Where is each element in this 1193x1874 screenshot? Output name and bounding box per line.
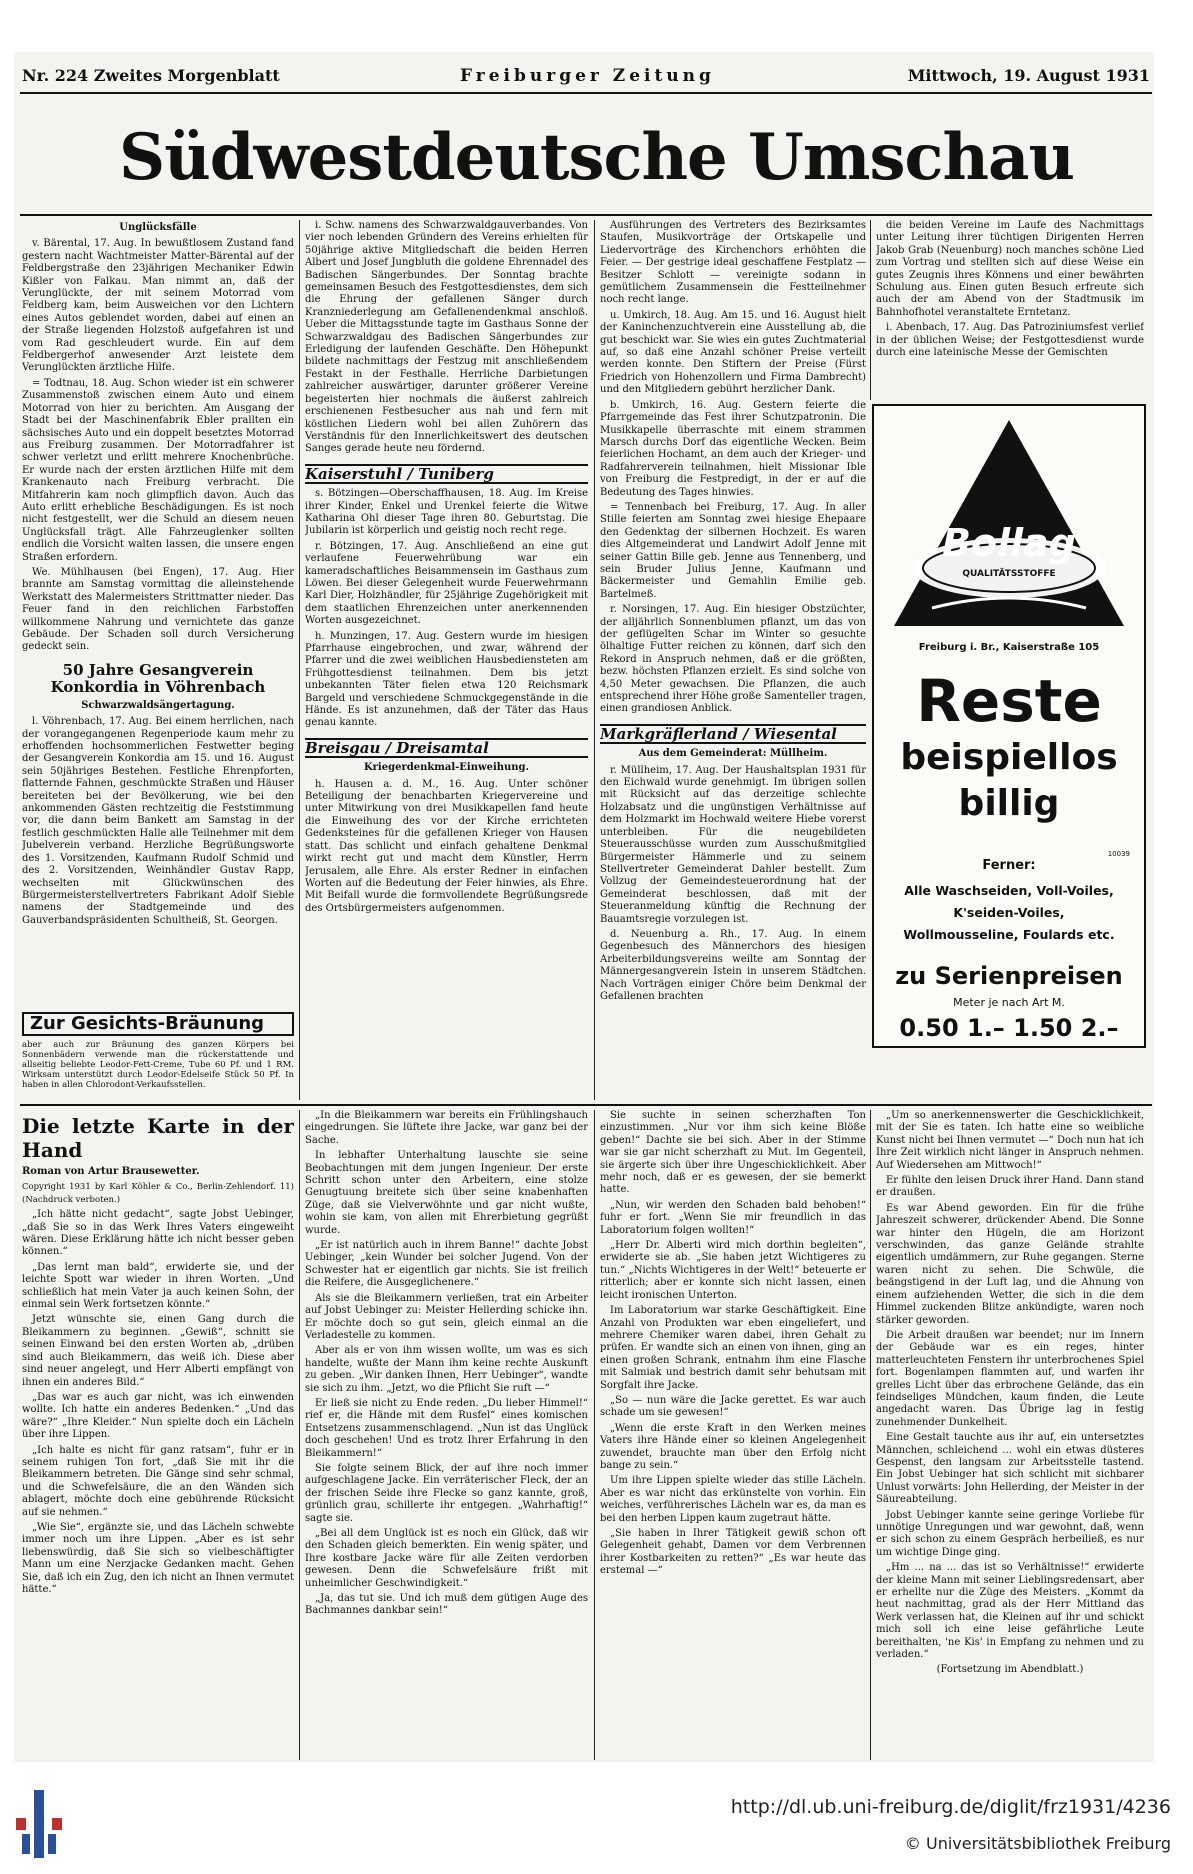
ad-headline-beispiellos: beispiellos [900, 737, 1118, 778]
issue-date: Mittwoch, 19. August 1931 [907, 66, 1150, 85]
ad-gesichtsbraeunung [22, 1004, 294, 1100]
serial-author: Roman von Artur Brausewetter. [22, 1166, 200, 1177]
region-heading: Markgräflerland / Wiesental [600, 724, 866, 744]
article-paragraph: = Tennenbach bei Freiburg, 17. Aug. In aller Stille feierten am Sonntag zwei hiesige Ehepaare den Gedenktag der silbernen Hochzeit. Es waren dies Altgemeinderat und Landwirt Adolf Jenne mit seiner Gattin Bille geb. Jenne aus Tennenberg, und sein Bruder Julius Jenne, Kaufmann und Bäckermeister und Gemahlin Emilie geb. Bartelmeß. [600, 501, 866, 600]
column-divider [870, 1110, 871, 1760]
ad-code: 10039 [1107, 850, 1130, 858]
serial-paragraph: Jetzt wünschte sie, einen Gang durch die Bleikammern zu beginnen. „Gewiß“, schnitt sie seinen Einwand bei den ersten Worten ab, „drüben sind auch Bleikammern, das weiß ich. Diese aber sind neuer angelegt, und Herr Alberti empfängt von ihnen ein anderes Bild.“ [22, 1314, 294, 1388]
article-paragraph: b. Umkirch, 16. Aug. Gestern feierte die Pfarrgemeinde das Fest ihrer Schutzpatronin. Die Musikkapelle überraschte mit einem strammen Marsch durchs Dorf das eigentliche Wecken. Beim feierlichen Hochamt, an dem auch der Krieger- und Radfahrerverein teilnahmen, hielt Missionar Ible von Freiburg die Festpredigt, in der er auf die Bedeutung des Tages hinwies. [600, 399, 866, 498]
serial-paragraph: „Sie haben in Ihrer Tätigkeit gewiß schon oft Gelegenheit gehabt, Damen vor dem Verbrennen ihrer Kostbarkeiten zu retten?“ „Es war heute das erstemal —“ [600, 1528, 866, 1577]
article-subheadline: Aus dem Gemeinderat: Müllheim. [638, 748, 828, 760]
serial-paragraph: „Wie Sie“, ergänzte sie, und das Lächeln schwebte immer noch um ihre Lippen. „Aber es ist sehr liebenswürdig, daß Sie sich so vielbeschäftigter Mann um eine Nerzjacke Gedanken macht. Gehen Sie, daß ich ein Zug, den ich nicht an Ihnen vermutet hätte.“ [22, 1521, 294, 1595]
column-divider [299, 1110, 300, 1760]
column-4 [876, 220, 1144, 398]
column-divider [594, 220, 595, 1100]
article-paragraph: i. Abenbach, 17. Aug. Das Patroziniumsfest verlief in der üblichen Weise; der Festgottesdienst wurde durch eine lateinische Messe der Gemischten [876, 322, 1144, 359]
serial-paragraph: „Ich halte es nicht für ganz ratsam“, fuhr er in seinem ruhigen Ton fort, „daß Sie mit ihr die Bleikammern betreten. Die Gänge sind sehr schmal, und die Schwefelsäure, die an den Wänden sich ablagert, möchte doch eine gebührende Rücksicht auf sie nehmen.“ [22, 1444, 294, 1518]
article-paragraph: r. Norsingen, 17. Aug. Ein hiesiger Obstzüchter, der alljährlich Sonnenblumen pflanzt, um das von der geflügelten Schar im Winter so gesuchte ölhaltige Futter reichen zu können, darf sich den Rekord in Anspruch nehmen, daß er die größten, bezw. höchsten Pflanzen erzielt. Es sind solche von 4,50 Meter gewachsen. Die Pflanzen, die auch entsprechend ihrer Höhe große Samenteller tragen, einen grandiosen Anblick. [600, 604, 866, 715]
serial-paragraph: „Ja, das tut sie. Und ich muß dem gütigen Auge des Bachmannes dankbar sein!“ [305, 1593, 588, 1617]
article-paragraph: h. Hausen a. d. M., 16. Aug. Unter schöner Beteiligung der benachbarten Kriegervereine und unter Mitwirkung von drei Musikkapellen fand heute die Einweihung des vor der Kirche errichteten Gedenksteines für die gefallenen Krieger von Hausen statt. Das schlicht und einfach gehaltene Denkmal wirkt recht gut und macht dem Künstler, Herrn Jerusalem, alle Ehre. Als erster Redner in einfachen Worten auf die Bedeutung der Feier hinwies, als Ehre. Mit Beifall wurde die formvollendete Begrüßungsrede des Ortsbürgermeisters aufgenommen. [305, 778, 588, 914]
newspaper-name: Freiburger Zeitung [460, 66, 715, 86]
serial-column-3 [600, 1110, 866, 1760]
serial-paragraph: „Er ist natürlich auch in ihrem Banne!“ dachte Jobst Uebinger, „kein Wunder bei solcher Jugend. Von der Schwester hat er eigentlich gar nichts. Sie ist freilich die Reifere, die Ausgeglichenere.“ [305, 1240, 588, 1289]
article-paragraph: v. Bärental, 17. Aug. In bewußtlosem Zustand fand gestern nacht Wachtmeister Matter-Bärental auf der Feldbergstraße den 23jährigen Mechaniker Edwin Kißler von Falkau. Man nimmt an, daß der Verunglückte, der mit seinem Motorrad vom Feldberg kam, beim Ausweichen vor den Lichtern eines Autos geblendet worden, dabei auf einen an der Straße liegenden Holzstoß aufgefahren ist und vom Rad geschleudert wurde. Ein auf dem Feldbergerhof anwesender Arzt leistete dem Verunglückten ärztliche Hilfe. [22, 238, 294, 374]
article-paragraph: l. Vöhrenbach, 17. Aug. Bei einem herrlichen, nach der vorangegangenen Regenperiode kaum mehr zu erhoffenden hochsommerlichen Festwetter beging der Gesangverein Konkordia am 15. und 16. August sein 50jähriges Bestehen. Festliche Ehrenpforten, flatternde Fahnen, geschmückte Straßen und Häuser bereiteten bei der Bevölkerung, wie bei den ankommenden Gästen rechtzeitig die Feststimmung vor, die dann beim Bankett am Samstag in der festlich geschmückten Halle alle Teilnehmer mit dem Jubelverein verband. Herzliche Begrüßungsworte des 1. Vorsitzenden, Kaufmann Rudolf Schmid und des 2. Vorsitzenden, Weinhändler Gustav Rapp, wechselten mit Glückwünschen des Bürgermeisterstellvertreters Fabrikant Adolf Sieble namens der Stadtgemeinde und des Gauverbandspräsidenten Schultheiß, St. Georgen. [22, 716, 294, 926]
serial-paragraph: Aber als er von ihm wissen wollte, um was es sich handelte, wußte der Mann ihm keine rechte Auskunft zu geben. „Wir danken Ihnen, Herr Uebinger“, wandte sie sich zu ihm. „Jetzt, wo die Pflicht Sie ruft —“ [305, 1345, 588, 1394]
article-paragraph: s. Bötzingen—Oberschaffhausen, 18. Aug. Im Kreise ihrer Kinder, Enkel und Urenkel feierte die Witwe Katharina Ohl dieser Tage ihren 80. Geburtstag. Die Jubilarin ist körperlich und geistig noch recht rege. [305, 488, 588, 537]
ad-address: Freiburg i. Br., Kaiserstraße 105 [918, 642, 1100, 653]
university-library-logo [14, 1788, 64, 1860]
serial-paragraph: Im Laboratorium war starke Geschäftigkeit. Eine Anzahl von Produkten war eben eingeliefert, und mehrere Chemiker waren dabei, ihren Gehalt zu prüfen. Er wandte sich an einen von ihnen, ging an einen großen Schrank, entnahm ihm eine Flasche mit Salmiak und bestrich damit sehr behutsam mit Sorgfalt ihre Jacke. [600, 1305, 866, 1391]
feuilleton-rule [20, 1104, 1152, 1106]
serial-paragraph: Als sie die Bleikammern verließen, trat ein Arbeiter auf Jobst Uebinger zu: Meister Hellerding schicke ihn. Er möchte doch so gut sein, gleich einmal an die Verladestelle zu kommen. [305, 1292, 588, 1341]
article-paragraph: = Todtnau, 18. Aug. Schon wieder ist ein schwerer Zusammenstoß zwischen einem Auto und einem Motorrad von hier zu berichten. Am Ausgang der Stadt bei der Maschinenfabrik Ebler prallten ein sächsisches Auto und ein doppelt besetztes Motorrad aus Freiburg zusammen. Der Motorradfahrer ist schwer verletzt und erlitt mehrere Knochenbrüche. Er wurde nach der ersten ärztlichen Hilfe mit dem Krankenauto nach Freiburg verbracht. Die Mitfahrerin kam noch glimpflich davon. Auch das Auto erlitt erhebliche Beschädigungen. Es ist noch nicht festgestellt, wer die Schuld an diesem neuen Unglücksfall trägt. Alle Fahrzeuglenker sollten endlich die Vorsicht walten lassen, die unsere engen Straßen erfordern. [22, 377, 294, 563]
ad-item-list [874, 880, 1144, 946]
serial-paragraph: „Herr Dr. Alberti wird mich dorthin begleiten“, erwiderte sie ab. „Sie haben jetzt Wichtigeres zu tun.“ „Nichts Wichtigeres in der Welt!“ beteuerte er ritterlich; aber er konnte sich nicht lassen, einen leicht ironischen Unterton. [600, 1240, 866, 1301]
serial-paragraph: Es war Abend geworden. Ein für die frühe Jahreszeit schwerer, drückender Abend. Die Sonne war hinter den Hügeln, die am Horizont verschwinden, das ganze Gelände strahlte eigentlich umdämmern, zur Ruhe gegangen. Sterne waren nicht zu sehen. Die Schwüle, die beängstigend in der Luft lag, und die Ahnung von einem aufziehenden Wetter, die sich in die dem Himmel zuckenden Blitze ankündigte, waren noch stärker geworden. [876, 1202, 1144, 1326]
article-subheadline: Schwarzwaldsängertagung. [81, 699, 235, 711]
serial-paragraph: „So — nun wäre die Jacke gerettet. Es war auch schade um sie gewesen!“ [600, 1394, 866, 1419]
ad-item: Wollmousseline, Foulards etc. [903, 927, 1115, 942]
section-heading: Unglücksfälle [119, 222, 197, 233]
column-1 [22, 220, 294, 1000]
column-divider [870, 220, 871, 400]
ad-item: Alle Waschseiden, Voll-Voiles, [904, 883, 1114, 898]
serial-paragraph: „Um so anerkennenswerter die Geschicklichkeit, mit der Sie es taten. Ich hatte eine so weibliche Kunst nicht bei Ihnen vermutet —“ Doch nun hat ich Ihre Zeit wirklich nicht länger in Anspruch nehmen. Auf Wiedersehen am Mittwoch!“ [876, 1110, 1144, 1171]
ad-headline-billig: billig [958, 783, 1060, 824]
article-headline: 50 Jahre Gesangverein Konkordia in Vöhrenbach [50, 660, 266, 696]
article-paragraph: We. Mühlhausen (bei Engen), 17. Aug. Hier brannte am Samstag vormittag die alleinstehende Werkstatt des Malermeisters Strittmatter nieder. Das Feuer fand in den reichlichen Farbstoffen willkommene Nahrung und vernichtete das ganze Gebäude. Der Schaden soll durch Versicherung gedeckt sein. [22, 566, 294, 653]
serial-paragraph: Eine Gestalt tauchte aus ihr auf, ein untersetztes Männchen, schleichend ... wohl ein etwas düsteres Gespenst, den langsam zur Arbeitsstelle tastend. Ein Jobst Uebinger hat sich schlicht mit sichbarer Unlust vorwärts: John Hellerding, der Meister in der Säureabteilung. [876, 1432, 1144, 1506]
bollag-triangle-logo [892, 418, 1126, 630]
serial-paragraph: „Hm ... na ... das ist so Verhältnisse!“ erwiderte der kleine Mann mit seiner Lieblingsredensart, aber er erhellte nur die Züge des Meisters. „Kommt da heut nachmittag, grad als der Herr Mittland das Werk verlassen hat, die Kleinen auf ihr und schickt mich soll ich eine leise gefährliche Leute bereithalten, 'ne Kis' in Empfang zu nehmen und zu verladen.“ [876, 1562, 1144, 1661]
ad-prices: 0.50 1.– 1.50 2.– [899, 1014, 1119, 1042]
ad-text: aber auch zur Bräunung des ganzen Körpers bei Sonnenbädern verwende man die rückerstattende und allseitig beliebte Leodor-Fett-Creme, Tube 60 Pf. und 1 RM. Wirksam unterstützt durch Leodor-Edelseife Stück 50 Pf. In haben in allen Chlorodont-Verkaufsstellen. [22, 1040, 294, 1091]
serial-paragraph: „Das lernt man bald“, erwiderte sie, und der leichte Spott war wieder in ihren Worten. „Und schließlich hat mein Vater ja auch keinen Sohn, der einmal sein Werk fortsetzen könnte.“ [22, 1261, 294, 1311]
article-paragraph: r. Müllheim, 17. Aug. Der Haushaltsplan 1931 für den Eichwald wurde genehmigt. Im übrigen sollen mit Rücksicht auf das derzeitige schlechte Holzabsatz und die ungünstigen Verhältnisse auf dem Holzmarkt im Hochwald weitere Hiebe vorerst unterbleiben. Für die neugebildeten Steuerausschüsse wurden zum Ausschußmitglied Bürgermeister Hämmerle und zu seinem Stellvertreter Gemeinderat Dahler bestellt. Zum Vollzug der Gemeindesteuerordnung hat der Gemeinderat beschlossen, daß mit der Steueranmeldung künftig die Rechnung der Bauamtsregie vorzulegen ist. [600, 764, 866, 925]
serial-title: Die letzte Karte in der Hand [22, 1114, 294, 1162]
article-paragraph: h. Munzingen, 17. Aug. Gestern wurde im hiesigen Pfarrhause eingebrochen, und zwar, während der Pfarrer und die zwei weiblichen Hausbediensteten am Frühgottesdienst teilnahmen. Dem bis jetzt unbekannten Täter fielen etwa 120 Reichsmark Bargeld und verschiedene Schmuckgegenstände in die Hände. Es ist anzunehmen, daß der Täter das Haus genau kannte. [305, 630, 588, 729]
ad-ferner: Ferner: [982, 858, 1036, 873]
serial-paragraph: „Das war es auch gar nicht, was ich einwenden wollte. Ich hatte ein anderes Bedenken.“ „Und das wäre?“ „Ihre Kleider.“ Nun spielte doch ein Lächeln über ihre Lippen. [22, 1391, 294, 1441]
article-subheadline: Kriegerdenkmal-Einweihung. [363, 762, 530, 774]
serial-paragraph: Um ihre Lippen spielte wieder das stille Lächeln. Aber es war nicht das erkünstelte von vorhin. Ein weiches, verführerisches Lächeln war es, da man es bei den herben Lippen kaum zugetraut hätte. [600, 1475, 866, 1524]
copyright-notice: © Universitätsbibliothek Freiburg [904, 1834, 1171, 1853]
region-heading: Breisgau / Dreisamtal [305, 738, 588, 758]
serial-paragraph: Sie folgte seinem Blick, der auf ihre noch immer aufgeschlagene Jacke. Ein verräterischer Fleck, der an der frischen Seide ihre Flecke so ganz kannte, groß, grünlich grau, schillerte ihr entgegen. „Wahrhaftig!“ sagte sie. [305, 1462, 588, 1524]
serial-column-4 [876, 1110, 1144, 1760]
region-heading: Kaiserstuhl / Tuniberg [305, 464, 588, 484]
serial-copyright: Copyright 1931 by Karl Köhler & Co., Berlin-Zehlendorf. 11) (Nachdruck verboten.) [22, 1182, 294, 1205]
page-title: Südwestdeutsche Umschau [118, 120, 1075, 195]
serial-column-2 [305, 1110, 588, 1760]
ad-headline: Zur Gesichts-Bräunung [22, 1012, 294, 1036]
article-paragraph: d. Neuenburg a. Rh., 17. Aug. In einem Gegenbesuch des Männerchors des hiesigen Arbeiterbildungsvereins weilte am Sonntag der Männergesangverein Istein in unserem Städtchen. Nach Vorträgen einiger Chöre beim Denkmal der Gefallenen brachten [600, 928, 866, 1002]
serial-paragraph: Jobst Uebinger kannte seine geringe Vorliebe für unnötige Unregungen und war gewohnt, daß, wenn er sich schon zu einem Gespräch herbeiließ, es nur um wichtige Dinge ging. [876, 1509, 1144, 1558]
masthead [20, 56, 1152, 94]
serial-paragraph: „In die Bleikammern war bereits ein Frühlingshauch eingedrungen. Sie lüftete ihre Jacke, war ganz bei der Sache. [305, 1110, 588, 1146]
bollag-advertisement [872, 404, 1146, 1048]
article-paragraph: u. Umkirch, 18. Aug. Am 15. und 16. August hielt der Kaninchenzuchtverein eine Ausstellung ab, die gut beschickt war. Sie wies ein gutes Zuchtmaterial auf, so daß eine Anzahl schöner Preise verteilt werden konnte. Den Stiftern der Preise (Fürst Friedrich von Hohenzollern und Firma Dambrecht) und den Mitgliedern gebührt herzlicher Dank. [600, 309, 866, 396]
column-3 [600, 220, 866, 1100]
serial-paragraph: Er ließ sie nicht zu Ende reden. „Du lieber Himmel!“ rief er, die Hände mit dem Rusfel“ eines komischen Entsetzens zusammenschlagend. „Nun ist das Unglück doch geschehen! Und es trotz Ihrer Erfahrung in den Bleikammern!“ [305, 1397, 588, 1459]
serial-continuation: (Fortsetzung im Abendblatt.) [936, 1664, 1084, 1676]
article-paragraph: i. Schw. namens des Schwarzwaldgauverbandes. Von vier noch lebenden Gründern des Vereins erhielten für 50jährige aktive Mitgliedschaft die beiden Herren Albert und Josef Jungbluth die goldene Ehrennadel des Badischen Sängerbundes. Der Sonntag brachte gemeinsamen Besuch des Festgottesdienstes, dem sich die Ehrung der gefallenen Sänger durch Kranzniederlegung am Gefallenendenkmal anschloß. Ueber die Mittagsstunde tagte im Gasthaus Sonne der Schwarzwaldgau des Badischen Sängerbundes zur Erledigung der laufenden Geschäfte. Den Höhepunkt bildete nachmittags der Festzug mit anschließendem Festakt in der Festhalle. Herrliche Darbietungen zahlreicher auswärtiger, darunter größerer Vereine begeisterten hier nochmals die äußerst zahlreich erschienenen Festbesucher aus nah und fern mit köstlichen Liedern wohl bei allen Zuhörern das Verständnis für den Innerlichkeitswert des deutschen Sanges gerade heute neu fördernd. [305, 220, 588, 455]
serial-paragraph: „Bei all dem Unglück ist es noch ein Glück, daß wir den Schaden gleich bemerkten. Ein wenig später, und Ihre kostbare Jacke wäre für alle Zeiten verdorben gewesen. Denn die Schwefelsäure frißt mit unheimlicher Geschwindigkeit.“ [305, 1528, 588, 1589]
serial-paragraph: „Ich hätte nicht gedacht“, sagte Jobst Uebinger, „daß Sie so in das Werk Ihres Vaters eingeweiht wären. Diese Erklärung hätte ich nicht besser geben können.“ [22, 1209, 294, 1258]
article-paragraph: die beiden Vereine im Laufe des Nachmittags unter Leitung ihrer tüchtigen Dirigenten Herren Jakob Grab (Neuenburg) noch manches schöne Lied zum Vortrag und stellten sich auf diese Weise ein gutes Zeugnis ihres Könnens und einer bewährten Schulung aus. Einen guten Besuch erfreute sich auch der am Abend von der Stadtmusik im Bahnhofhotel veranstaltete Erntetanz. [876, 220, 1144, 318]
serial-paragraph: In lebhafter Unterhaltung lauschte sie seine Beobachtungen mit dem jungen Ingenieur. Der erste Schritt schon unter den Arbeitern, eine stolze Genugtuung breitete sich über seine knabenhaften Züge, daß sie Vielverwöhnte und gar nicht wußte, wohin sie kam, von allen mit Ehrerbietung gegrüßt wurde. [305, 1150, 588, 1236]
ad-slogan: QUALITÄTSSTOFFE [962, 569, 1056, 579]
ad-headline-reste: Reste [916, 667, 1102, 735]
serial-paragraph: Er fühlte den leisen Druck ihrer Hand. Dann stand er draußen. [876, 1175, 1144, 1199]
ad-brand: Bollag [942, 521, 1076, 565]
serial-paragraph: Die Arbeit draußen war beendet; nur im Innern der Gebäude war es ein reges, hinter matterleuchteten Fenstern ihr unterbrochenes Spiel fort. Bogenlampen flammten auf, und warfen ihr grelles Licht über das erbrochene Gelände, das ein feindseliges Mündchen, kaum finden, die Leute angedacht waren. Das Übrige lag in festig zunehmender Dunkelheit. [876, 1329, 1144, 1428]
article-paragraph: r. Bötzingen, 17. Aug. Anschließend an eine gut verlaufene Feuerwehrübung war ein kameradschaftliches Beisammensein im Gasthaus zum Löwen. Bei dieser Gelegenheit wurde Feuerwehrmann Karl Dier, Holzhändler, für 25jährige Zugehörigkeit mit dem staatlichen Ehrenzeichen unter anerkennenden Worten ausgezeichnet. [305, 540, 588, 627]
issue-number: Nr. 224 Zweites Morgenblatt [22, 66, 280, 85]
ad-item: K'seiden-Voiles, [953, 905, 1065, 920]
column-divider [299, 220, 300, 1100]
serial-paragraph: „Wenn die erste Kraft in den Werken meines Vaters ihre Hände einer so kleinen Angelegenheit zuwendet, brauchte man über den Erfolg nicht bange zu sein.“ [600, 1422, 866, 1471]
ad-serienpreisen: zu Serienpreisen [895, 962, 1123, 990]
serial-column-1 [22, 1110, 294, 1750]
ad-meter-note: Meter je nach Art M. [953, 996, 1065, 1009]
serial-paragraph: Sie suchte in seinen scherzhaften Ton einzustimmen. „Nur vor ihm sich keine Blöße geben!“ Dachte sie bei sich. Aber in der Stimme war sie gar nicht scherzhaft zu Mut. Im Gegenteil, sie ärgerte sich über ihre Ungeschicklichkeit. Aber mehr noch, daß er es gewesen, der sie bemerkt hatte. [600, 1110, 866, 1196]
article-paragraph: Ausführungen des Vertreters des Bezirksamtes Staufen, Musikvorträge der Ortskapelle und Liedervorträge des Kirchenchors erhöhten die Feier. — Der gestrige ideal geschaffene Festplatz — Besitzer Schlott — vereinigte sodann in gemütlichem Zusammensein die Festteilnehmer noch recht lange. [600, 220, 866, 306]
permalink[interactable]: http://dl.ub.uni-freiburg.de/diglit/frz1931/4236 [730, 1796, 1171, 1818]
library-footer [0, 1774, 1193, 1874]
column-2 [305, 220, 588, 1100]
serial-paragraph: „Nun, wir werden den Schaden bald behoben!“ fuhr er fort. „Wenn Sie mir freundlich in das Laboratorium folgen wollten!“ [600, 1199, 866, 1236]
column-divider [594, 1110, 595, 1760]
title-rule [20, 214, 1152, 216]
